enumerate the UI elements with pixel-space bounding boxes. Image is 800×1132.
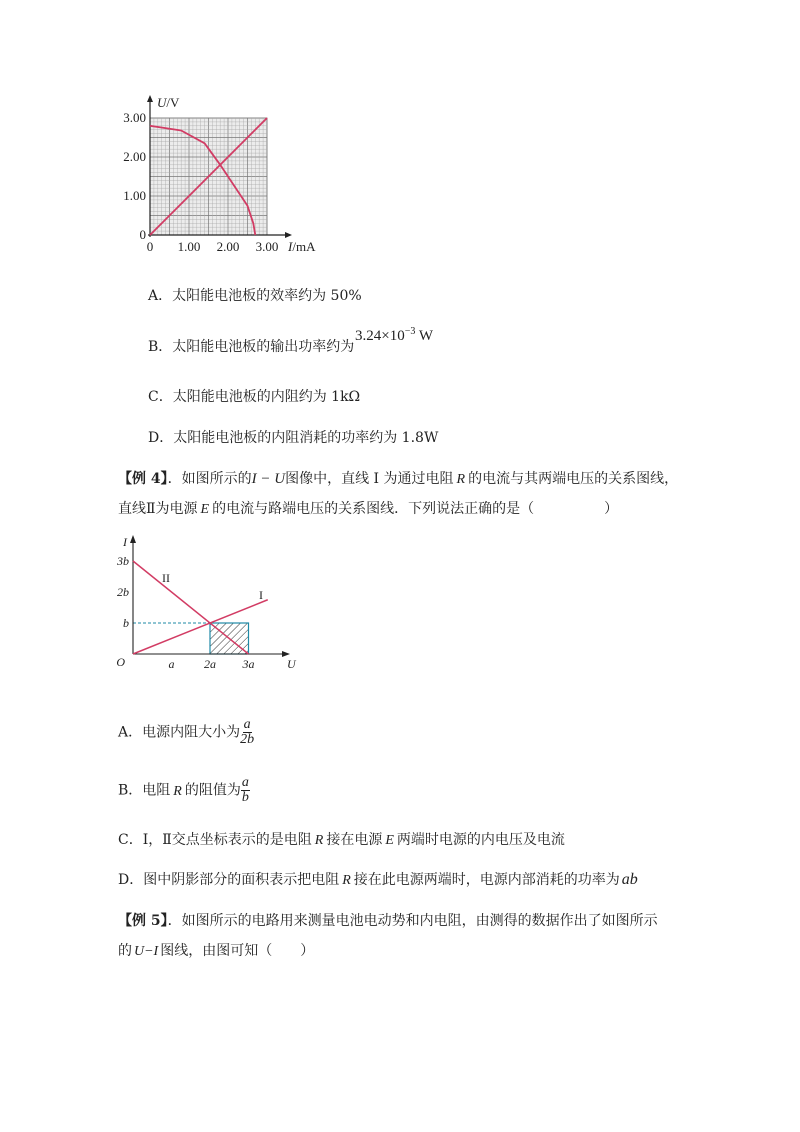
y-axis-arrow — [147, 95, 153, 102]
q5-text: 图线，由图可知（ ） — [160, 943, 315, 959]
q4-expr: I − U — [251, 471, 286, 487]
x-tick-label: 2a — [204, 657, 216, 671]
y-tick-label: 0 — [139, 227, 146, 242]
line-ii — [133, 561, 249, 654]
option-b-label: B．太阳能电池板的输出功率约为 — [148, 339, 355, 355]
q4-text: ） — [604, 501, 619, 517]
q5-text: 的 — [118, 943, 132, 959]
x-axis-label: I/mA — [288, 239, 316, 254]
expr-ab: ab — [621, 871, 638, 888]
option-label: A．电源内阻大小为 — [118, 724, 241, 741]
symbol-r: R — [342, 873, 351, 888]
numerator: a — [243, 717, 251, 732]
power-unit: W — [415, 328, 433, 344]
y-tick-label: 2.00 — [123, 149, 146, 164]
x-tick-label: 3a — [242, 657, 255, 671]
series-label-i: I — [259, 588, 263, 602]
ui-graph-solar — [120, 92, 340, 257]
x-tick-label: 0 — [146, 239, 154, 254]
q5-stem-line1 — [118, 912, 658, 930]
shaded-region — [133, 623, 249, 654]
symbol-r: R — [456, 472, 466, 487]
q4-text: 的电流与其两端电压的关系图线， — [468, 471, 679, 487]
q4-text: 图像中，直线 I 为通过电阻 — [285, 471, 454, 487]
q4-text: 的电流与路端电压的关系图线．下列说法正确的是（ — [212, 501, 535, 517]
x-axis-arrow — [285, 232, 292, 238]
denominator: b — [241, 790, 249, 805]
power-exponent: −3 — [404, 326, 416, 337]
option-label: 接在此电源两端时，电源内部消耗的功率为 — [353, 872, 620, 888]
numerator: a — [241, 775, 249, 790]
option-label: C．Ⅰ，Ⅱ交点坐标表示的是电阻 — [118, 832, 312, 848]
y-tick-label: 3.00 — [123, 110, 146, 125]
q5-tag: 【例 5】 — [118, 913, 168, 929]
y-tick-label: b — [123, 616, 129, 630]
q5-stem-line2 — [118, 942, 314, 961]
q4-text: 直线Ⅱ为电源 — [118, 501, 198, 517]
y-axis-label: U/V — [157, 95, 180, 110]
q4-text: ．如图所示的 — [167, 471, 252, 487]
q4-stem-line2 — [118, 500, 618, 519]
option-a: A．太阳能电池板的效率约为 50% — [148, 288, 362, 304]
q4-stem-line1 — [118, 470, 678, 489]
y-tick-label: 2b — [117, 585, 129, 599]
q4-option-a — [118, 718, 254, 747]
series-label-ii: II — [162, 571, 170, 585]
option-b — [148, 338, 354, 356]
denominator: 2b — [240, 732, 255, 747]
q4-option-b — [118, 776, 250, 805]
x-tick-label: 3.00 — [255, 239, 279, 254]
y-axis-arrow — [130, 535, 136, 543]
option-label: 两端时电源的内电压及电流 — [396, 832, 565, 848]
power-mantissa: 3.24×10 — [355, 328, 405, 344]
fraction — [241, 776, 250, 805]
symbol-e: E — [200, 502, 210, 517]
x-tick-label: 1.00 — [177, 239, 201, 254]
q4-tag: 【例 4】 — [118, 471, 168, 487]
q5-text: ．如图所示的电路用来测量电池电动势和内电阻，由测得的数据作出了如图所示 — [167, 913, 658, 929]
q4-option-d — [118, 871, 638, 890]
symbol-r: R — [314, 833, 324, 848]
option-label: 接在电源 — [326, 832, 383, 848]
symbol-e: E — [385, 833, 394, 848]
q5-expr: U−I — [134, 944, 159, 959]
origin-label: O — [116, 655, 125, 669]
option-d: D．太阳能电池板的内阻消耗的功率约为 1.8W — [148, 430, 439, 446]
option-label: 的阻值为 — [184, 782, 241, 799]
option-c: C．太阳能电池板的内阻约为 1kΩ — [148, 389, 361, 405]
power-value — [355, 326, 433, 345]
q4-option-c — [118, 831, 565, 850]
x-axis-label: U — [287, 657, 296, 671]
y-tick-label: 1.00 — [123, 188, 146, 203]
x-tick-label: 2.00 — [216, 239, 240, 254]
fraction — [240, 718, 254, 747]
option-label: B．电阻 — [118, 782, 171, 799]
x-tick-label: a — [168, 657, 175, 671]
y-tick-label: 3b — [117, 554, 129, 568]
y-axis-label: I — [123, 535, 127, 549]
option-label: D．图中阴影部分的面积表示把电阻 — [118, 872, 340, 888]
symbol-r: R — [173, 783, 182, 799]
iu-graph — [112, 532, 302, 672]
